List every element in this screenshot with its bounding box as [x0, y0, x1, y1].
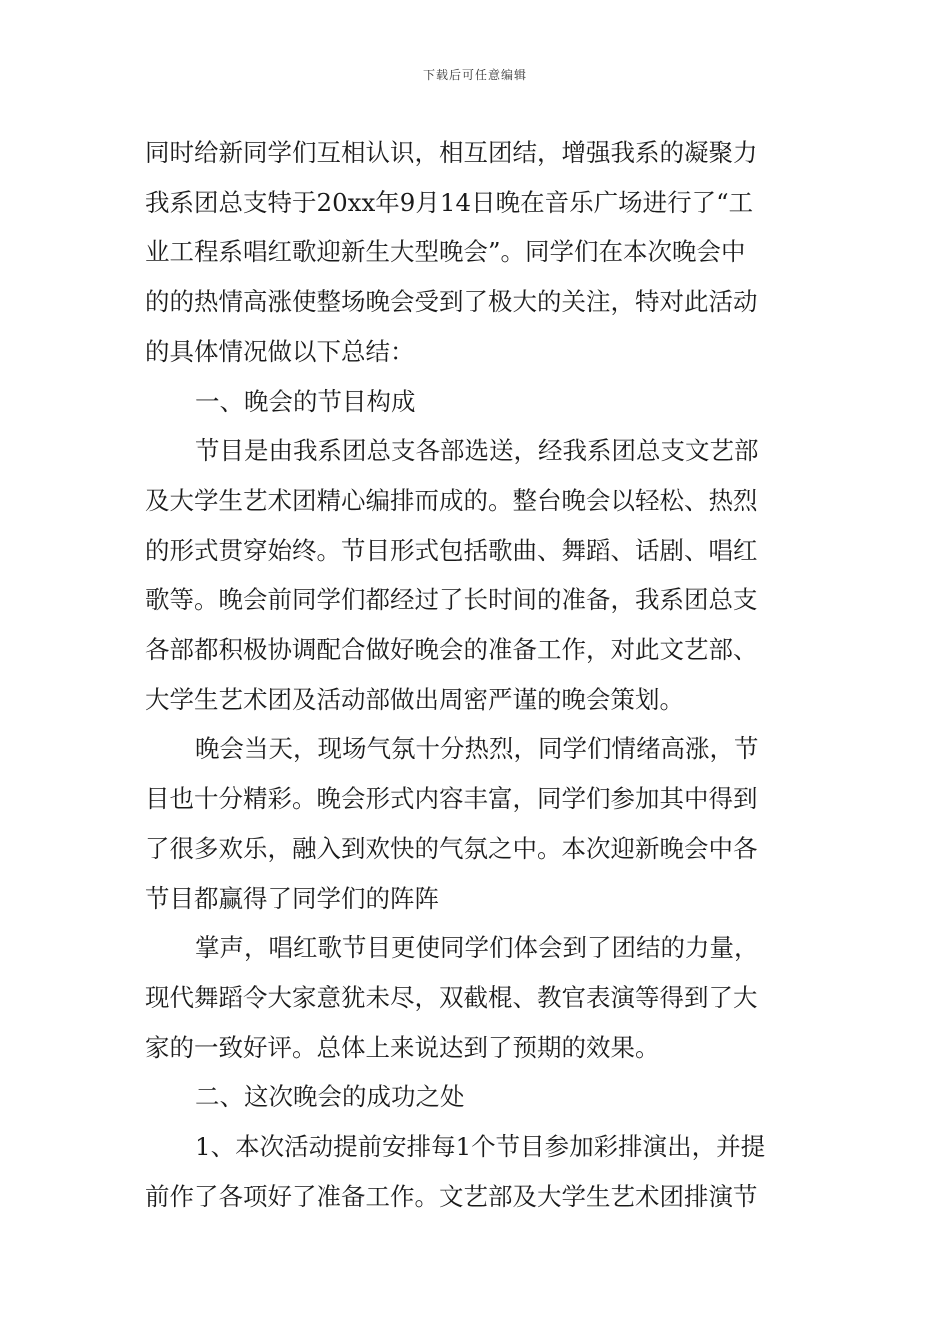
body-text-line: 我系团总支特于20xx年9月14日晚在音乐广场进行了“工: [145, 187, 754, 217]
body-text-line: 二、这次晚会的成功之处: [195, 1082, 465, 1112]
body-text-line: 各部都积极协调配合做好晚会的准备工作，对此文艺部、: [145, 635, 758, 665]
body-text-line: 家的一致好评。总体上来说达到了预期的效果。: [145, 1032, 660, 1062]
body-text-line: 现代舞蹈令大家意犹未尽，双截棍、教官表演等得到了大: [145, 982, 758, 1012]
body-text-line: 大学生艺术团及活动部做出周密严谨的晚会策划。: [145, 684, 684, 714]
body-text-line: 掌声，唱红歌节目更使同学们体会到了团结的力量，: [195, 933, 759, 963]
body-text-line: 的的热情高涨使整场晚会受到了极大的关注，特对此活动: [145, 287, 758, 317]
body-text-line: 前作了各项好了准备工作。文艺部及大学生艺术团排演节: [145, 1181, 758, 1211]
body-text-line: 的具体情况做以下总结：: [145, 336, 415, 366]
page-header-note: 下载后可任意编辑: [422, 68, 527, 82]
body-text-line: 及大学生艺术团精心编排而成的。整台晚会以轻松、热烈: [145, 485, 758, 515]
body-text-line: 一、晚会的节目构成: [195, 386, 416, 416]
body-text-line: 节目都赢得了同学们的阵阵: [145, 883, 439, 913]
document-body: [145, 128, 809, 1221]
body-text-line: 晚会当天，现场气氛十分热烈，同学们情绪高涨，节: [195, 734, 759, 764]
body-text-line: 1、本次活动提前安排每1个节目参加彩排演出，并提: [195, 1132, 766, 1162]
body-text-line: 目也十分精彩。晚会形式内容丰富，同学们参加其中得到: [145, 784, 758, 814]
body-text-line: 业工程系唱红歌迎新生大型晚会”。同学们在本次晚会中: [145, 237, 746, 267]
body-text-line: 歌等。晚会前同学们都经过了长时间的准备，我系团总支: [145, 585, 758, 615]
body-text-line: 同时给新同学们互相认识，相互团结，增强我系的凝聚力: [145, 138, 758, 167]
body-text-line: 的形式贯穿始终。节目形式包括歌曲、舞蹈、话剧、唱红: [145, 535, 758, 565]
body-text-line: 节目是由我系团总支各部选送，经我系团总支文艺部: [195, 436, 759, 466]
body-text-line: 了很多欢乐，融入到欢快的气氛之中。本次迎新晚会中各: [145, 833, 758, 863]
